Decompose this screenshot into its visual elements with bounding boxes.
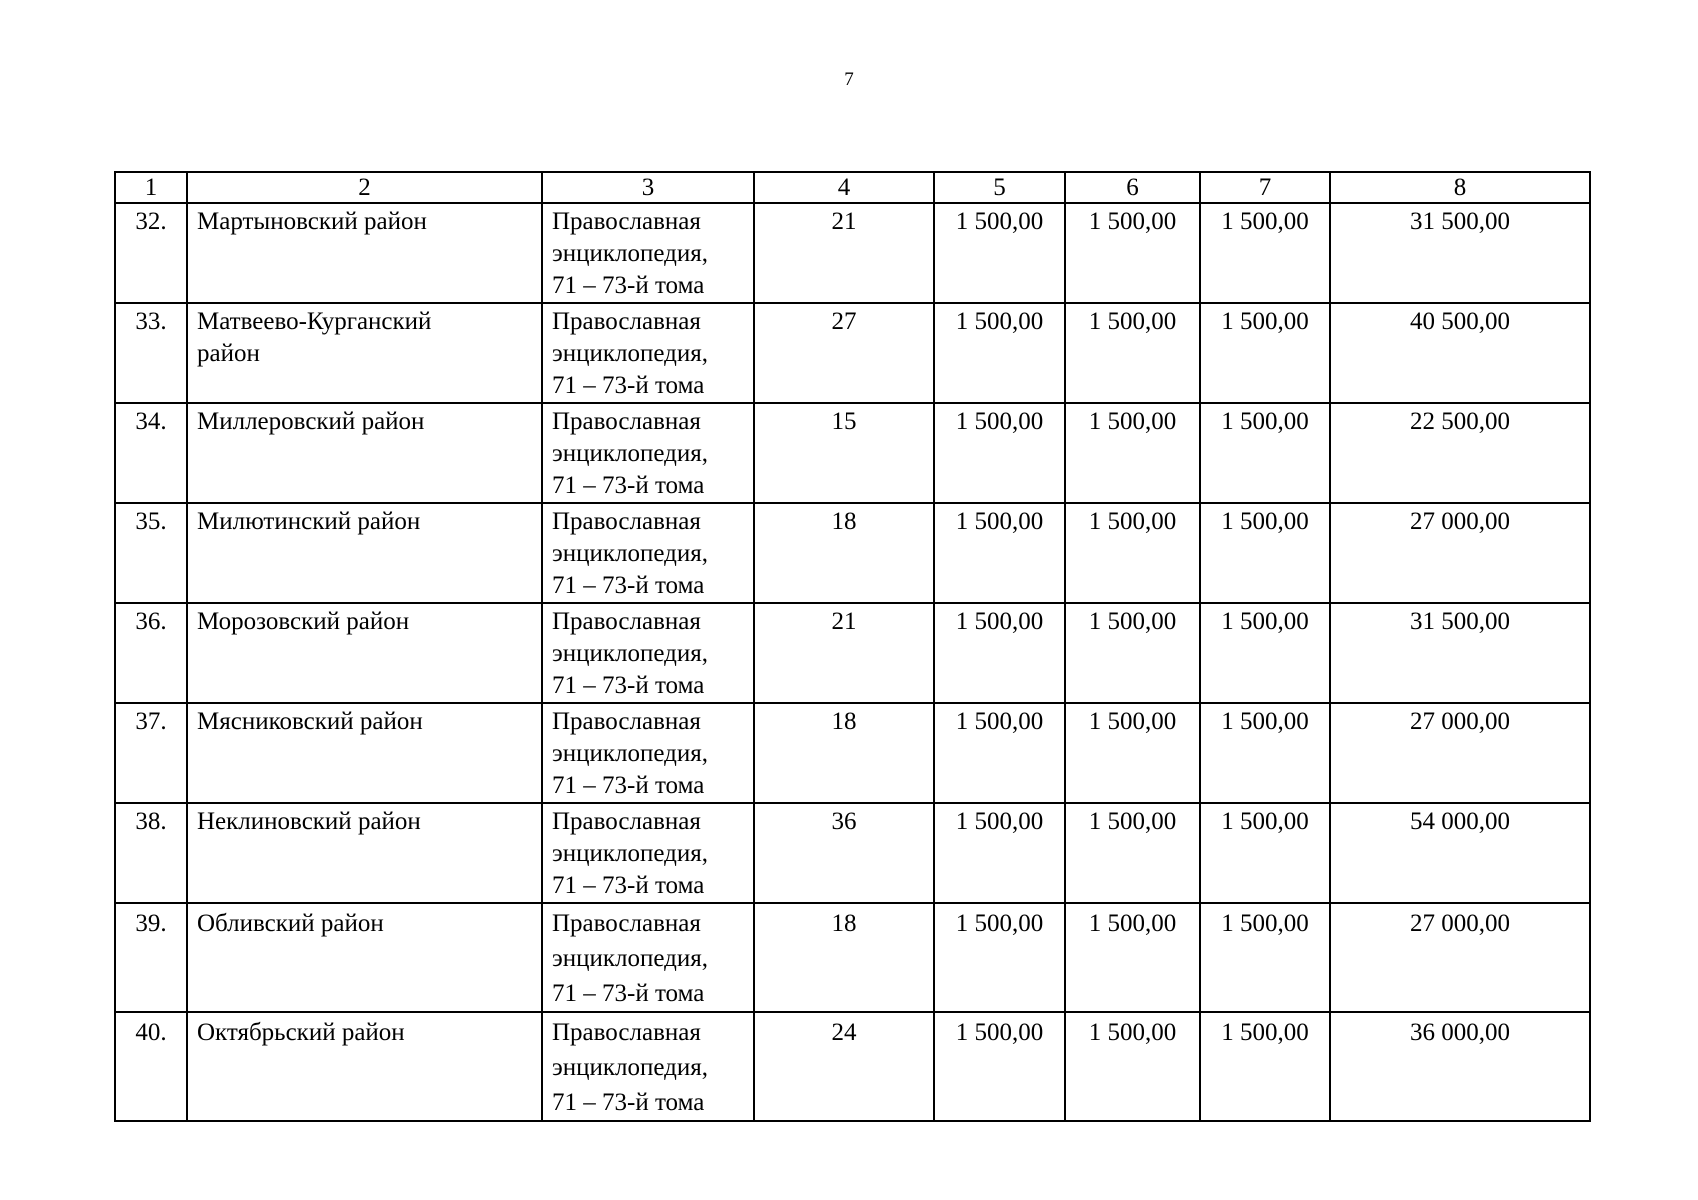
quantity: 21 [754,203,934,303]
header-col-3: 3 [542,172,754,203]
price-col-5: 1 500,00 [934,703,1065,803]
quantity: 27 [754,303,934,403]
district-name-line: Морозовский район [197,608,410,635]
item-line: 71 – 73-й тома [552,272,705,299]
header-col-6: 6 [1065,172,1200,203]
header-col-2: 2 [187,172,542,203]
price-col-5: 1 500,00 [934,803,1065,903]
total-amount: 27 000,00 [1330,703,1590,803]
price-col-6: 1 500,00 [1065,203,1200,303]
table-row [115,703,1590,803]
row-number: 34. [115,403,187,503]
row-number: 33. [115,303,187,403]
district-name [187,703,542,803]
price-col-7: 1 500,00 [1200,803,1330,903]
price-col-6: 1 500,00 [1065,303,1200,403]
quantity: 21 [754,603,934,703]
district-name [187,403,542,503]
page-number: 7 [844,69,854,90]
row-number: 39. [115,903,187,1012]
item-line: Православная [552,208,701,235]
total-amount: 40 500,00 [1330,303,1590,403]
district-name-line: Неклиновский район [197,808,421,835]
item-line: 71 – 73-й тома [552,872,705,899]
district-name [187,903,542,1012]
price-col-7: 1 500,00 [1200,503,1330,603]
total-amount: 22 500,00 [1330,403,1590,503]
item-line: энциклопедия, [552,440,708,467]
district-name [187,1012,542,1121]
district-name-line: Матвеево-Курганский [197,308,432,335]
price-col-6: 1 500,00 [1065,603,1200,703]
item-description [542,203,754,303]
price-col-5: 1 500,00 [934,503,1065,603]
district-name [187,503,542,603]
item-line: Православная [552,910,701,937]
price-col-5: 1 500,00 [934,303,1065,403]
item-line: энциклопедия, [552,840,708,867]
price-col-7: 1 500,00 [1200,1012,1330,1121]
district-name [187,603,542,703]
price-col-5: 1 500,00 [934,203,1065,303]
item-line: Православная [552,808,701,835]
header-col-1: 1 [115,172,187,203]
table-body [115,203,1590,1121]
item-line: 71 – 73-й тома [552,372,705,399]
item-description [542,403,754,503]
row-number: 40. [115,1012,187,1121]
header-col-8: 8 [1330,172,1590,203]
table-row [115,803,1590,903]
item-description [542,903,754,1012]
item-line: 71 – 73-й тома [552,672,705,699]
price-col-5: 1 500,00 [934,403,1065,503]
price-col-7: 1 500,00 [1200,603,1330,703]
quantity: 18 [754,903,934,1012]
header-col-5: 5 [934,172,1065,203]
district-name-line: Миллеровский район [197,408,425,435]
item-line: Православная [552,608,701,635]
district-name-line: Обливский район [197,910,384,937]
price-col-7: 1 500,00 [1200,203,1330,303]
price-col-5: 1 500,00 [934,903,1065,1012]
district-name-line: Мясниковский район [197,708,423,735]
price-col-6: 1 500,00 [1065,803,1200,903]
item-line: Православная [552,708,701,735]
item-description [542,303,754,403]
item-line: энциклопедия, [552,240,708,267]
table-row [115,503,1590,603]
item-line: энциклопедия, [552,1054,708,1081]
district-name-line: Октябрьский район [197,1019,405,1046]
total-amount: 54 000,00 [1330,803,1590,903]
item-line: энциклопедия, [552,640,708,667]
district-name [187,203,542,303]
quantity: 15 [754,403,934,503]
table-row [115,1012,1590,1121]
total-amount: 31 500,00 [1330,603,1590,703]
item-description [542,603,754,703]
table-row [115,203,1590,303]
price-col-7: 1 500,00 [1200,403,1330,503]
quantity: 36 [754,803,934,903]
item-line: энциклопедия, [552,740,708,767]
district-name [187,303,542,403]
district-name-line: район [197,340,260,367]
item-line: Православная [552,308,701,335]
item-line: Православная [552,1019,701,1046]
district-name-line: Милютинский район [197,508,421,535]
item-line: 71 – 73-й тома [552,472,705,499]
item-line: Православная [552,508,701,535]
row-number: 35. [115,503,187,603]
item-line: 71 – 73-й тома [552,572,705,599]
district-name [187,803,542,903]
item-line: энциклопедия, [552,945,708,972]
price-col-6: 1 500,00 [1065,703,1200,803]
table-row [115,903,1590,1012]
item-description [542,803,754,903]
row-number: 36. [115,603,187,703]
header-col-7: 7 [1200,172,1330,203]
quantity: 18 [754,703,934,803]
total-amount: 36 000,00 [1330,1012,1590,1121]
quantity: 24 [754,1012,934,1121]
header-row [115,172,1590,203]
total-amount: 27 000,00 [1330,903,1590,1012]
total-amount: 31 500,00 [1330,203,1590,303]
table-row [115,403,1590,503]
table-row [115,303,1590,403]
allocation-table [114,171,1591,1122]
item-line: 71 – 73-й тома [552,980,705,1007]
item-description [542,503,754,603]
row-number: 38. [115,803,187,903]
row-number: 32. [115,203,187,303]
item-description [542,1012,754,1121]
header-col-4: 4 [754,172,934,203]
item-line: 71 – 73-й тома [552,772,705,799]
price-col-6: 1 500,00 [1065,403,1200,503]
table-header [115,172,1590,203]
price-col-7: 1 500,00 [1200,903,1330,1012]
price-col-5: 1 500,00 [934,603,1065,703]
total-amount: 27 000,00 [1330,503,1590,603]
item-line: Православная [552,408,701,435]
price-col-6: 1 500,00 [1065,1012,1200,1121]
price-col-6: 1 500,00 [1065,503,1200,603]
item-description [542,703,754,803]
district-name-line: Мартыновский район [197,208,427,235]
price-col-7: 1 500,00 [1200,303,1330,403]
row-number: 37. [115,703,187,803]
quantity: 18 [754,503,934,603]
table-row [115,603,1590,703]
item-line: энциклопедия, [552,340,708,367]
price-col-5: 1 500,00 [934,1012,1065,1121]
item-line: энциклопедия, [552,540,708,567]
price-col-7: 1 500,00 [1200,703,1330,803]
item-line: 71 – 73-й тома [552,1089,705,1116]
price-col-6: 1 500,00 [1065,903,1200,1012]
